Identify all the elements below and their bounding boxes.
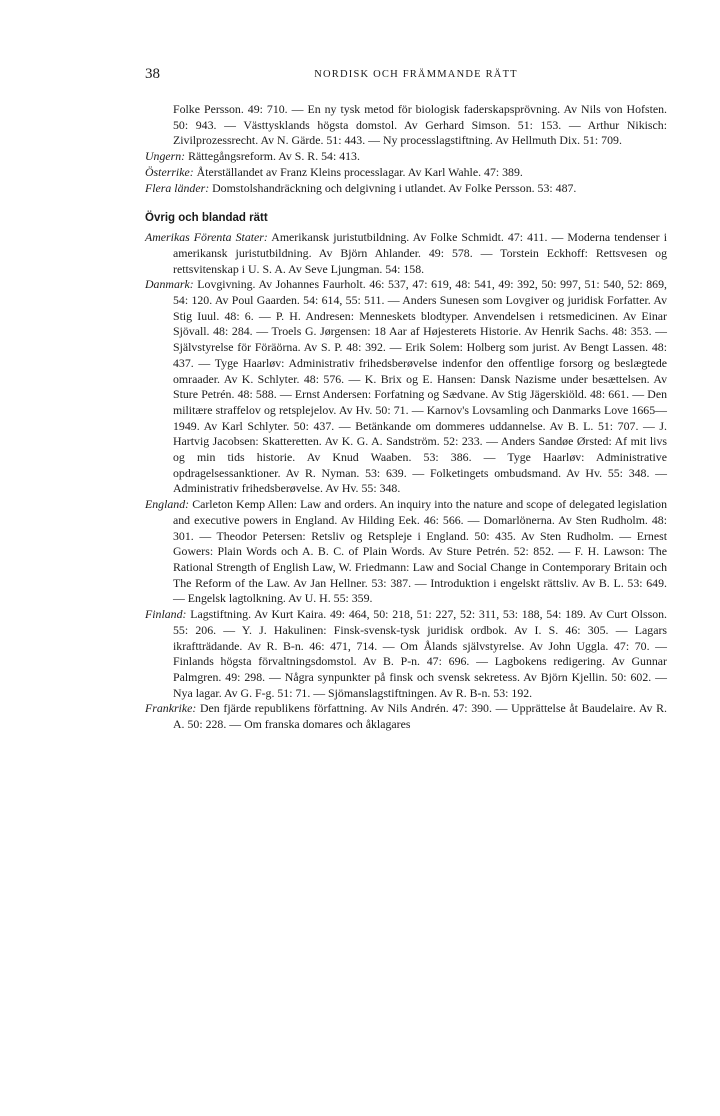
running-title: NORDISK OCH FRÄMMANDE RÄTT [314, 69, 518, 80]
bibliography-entry [145, 230, 667, 277]
entry-text: Folke Persson. 49: 710. — En ny tysk metod för biologisk faderskapsprövning. Av Nils von Hofsten. 50: 943. — Västtysklands högsta domstol. Av Gerhard Simson. 51: 153. — Arthur Nikisch: Zivilprozessrecht. Av N. Gärde. 51: 443. — Ny processlagstiftning. Av Hellmuth Dix. 51: 709. [173, 102, 667, 148]
section-entries [145, 230, 667, 733]
document-page [145, 66, 667, 733]
country-label: Finland: [145, 607, 187, 622]
bibliography-entry [145, 102, 667, 149]
bibliography-entry [145, 497, 667, 607]
entry-text: Återställandet av Franz Kleins processlagar. Av Karl Wahle. 47: 389. [196, 164, 523, 179]
bibliography-entry [145, 149, 667, 165]
country-label: Frankrike: [145, 701, 197, 716]
entry-text: Domstolshandräckning och delgivning i utlandet. Av Folke Persson. 53: 487. [212, 180, 577, 195]
country-label: Danmark: [145, 277, 194, 292]
entry-text: Lovgivning. Av Johannes Faurholt. 46: 537, 47: 619, 48: 541, 49: 392, 50: 997, 51: 540, 52: 869, 54: 120. Av Poul Gaarden. 54: 614, 55: 511. — Anders Sunesen som Lovgiver og juridisk Forfatter. Av Stig Iuul. 48: 6. — P. H. Andresen: Menneskets blodtyper. Anvendelsen i retsmedicinen. Av Einar Sjövall. 48: 284. — Troels G. Jørgensen: 18 Aar af Højesterets Historie. Av Henrik Sachs. 48: 353. — Självstyrelse för Föräörna. Av S. P. 48: 392. — Erik Solem: Holberg som jurist. Av Bengt Lassen. 48: 437. — Tyge Haarløv: Administrativ frihedsberøvelse indenfor den offentlige forsorg og beslægtede omraader. Av K. Schlyter. 48: 576. — K. Brix og E. Hansen: Dansk Nazisme under besættelsen. Av Sture Petrén. 48: 588. — Ernst Andersen: Forfatning og Sædvane. Av Stig Jägerskiöld. 48: 661. — Den militære straffelov og retsplejelov. Av Hv. 50: 71. — Karnov's Lovsamling och Danmarks Love 1665—1949. Av Karl Schlyter. 50: 437. — Betänkande om dommeres uddannelse. Av B. L. 51: 707. — J. Hartvig Jacobsen: Skatteretten. Av K. G. A. Sandström. 52: 233. — Anders Sandøe Ørsted: Af mit livs og min tids historie. Av Knud Waaben. 53: 386. — Tyge Haarløv: Administrative opdragelsessanktioner. Av R. Nyman. 53: 639. — Folketingets ombudsmand. Av Hv. 55: 348. — Administrativ frihedsberøvelse. Av Hv. 55: 348. [173, 277, 667, 496]
bibliography-entry [145, 165, 667, 181]
country-label: Amerikas Förenta Stater: [145, 230, 268, 245]
page-header [145, 66, 667, 86]
bibliography-entry [145, 181, 667, 197]
bibliography-entry [145, 277, 667, 497]
entry-text: Amerikansk juristutbildning. Av Folke Schmidt. 47: 411. — Moderna tendenser i amerikansk juristutbildning. Av Björn Ahlander. 49: 578. — Torstein Eckhoff: Rettsvesen og rettsvitenskap i U. S. A. Av Seve Ljungman. 54: 158. [173, 230, 667, 276]
bibliography-entry [145, 607, 667, 701]
country-label: England: [145, 497, 190, 512]
country-label: Flera länder: [145, 180, 210, 195]
entry-text: Rättegångsreform. Av S. R. 54: 413. [188, 149, 360, 164]
entry-text: Lagstiftning. Av Kurt Kaira. 49: 464, 50: 218, 51: 227, 52: 311, 53: 188, 54: 189. Av Curt Olsson. 55: 206. — Y. J. Hakulinen: Finsk-svensk-tysk juridisk ordbok. Av I. S. 46: 305. — Lagars ikraftträdande. Av R. B-n. 46: 471, 714. — Om Ålands självstyrelse. Av John Uggla. 47: 70. — Finlands högsta förvaltningsdomstol. Av B. P-n. 47: 696. — Lagbokens redigering. Av Gunnar Palmgren. 49: 298. — Några synpunkter på finsk och svensk sekretess. Av Björn Kjellin. 50: 602. — Nya lagar. Av G. F-g. 51: 71. — Sjömanslagstiftningen. Av R. B-n. 53: 192. [173, 607, 667, 700]
section-heading: Övrig och blandad rätt [145, 212, 268, 225]
bibliography-entry [145, 701, 667, 732]
entry-text: Den fjärde republikens författning. Av Nils Andrén. 47: 390. — Upprättelse åt Baudelaire. Av R. A. 50: 228. — Om franska domares och åklagares [173, 701, 667, 732]
page-number: 38 [145, 66, 160, 82]
country-label: Österrike: [145, 164, 194, 179]
country-label: Ungern: [145, 149, 186, 164]
entry-text: Carleton Kemp Allen: Law and orders. An inquiry into the nature and scope of delegated legislation and executive powers in England. Av Hilding Eek. 46: 566. — Domarlönerna. Av Sten Rudholm. 48: 301. — Theodor Petersen: Retsliv og Retspleje i England. 50: 435. Av Sten Rudholm. — Ernest Gowers: Plain Words och A. B. C. of Plain Words. Av Sture Petrén. 52: 852. — F. H. Lawson: The Rational Strength of English Law, W. Friedmann: Law and Social Change in Contemporary Britain och The Reform of the Law. Av Jan Hellner. 53: 387. — Introduktion i engelskt rättsliv. Av B. L. 53: 649. — Engelsk lagtolkning. Av U. H. 55: 359. [173, 497, 667, 606]
intro-entries [145, 102, 667, 196]
